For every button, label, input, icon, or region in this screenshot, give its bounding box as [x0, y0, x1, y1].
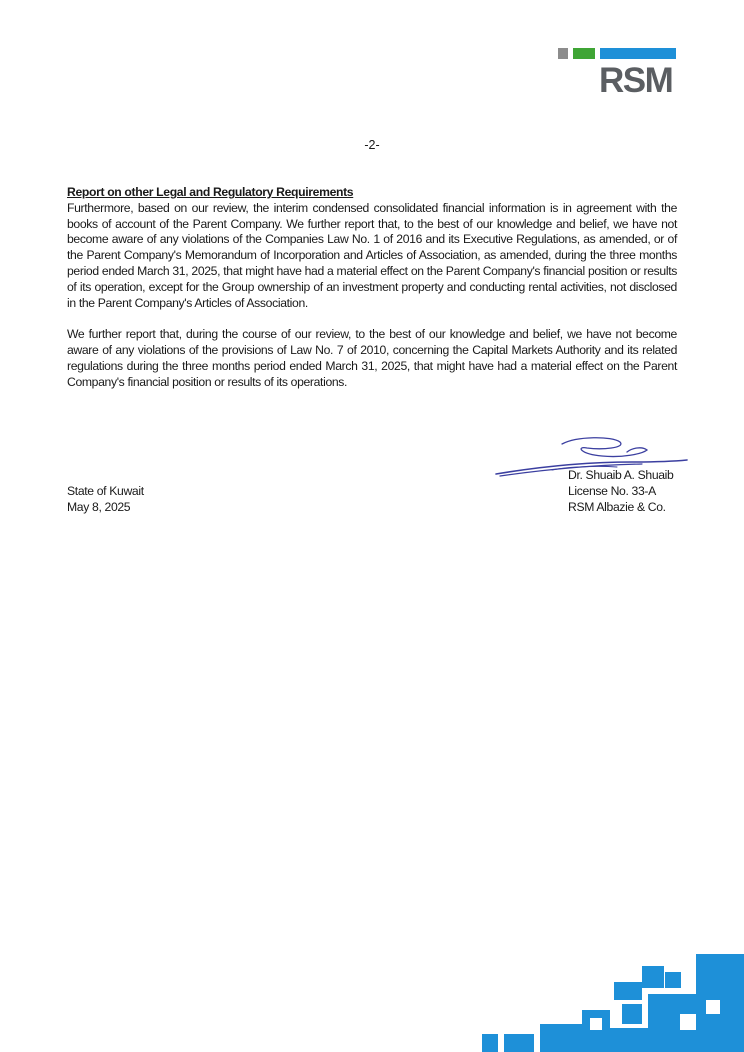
- paragraph-companies-law: Furthermore, based on our review, the interim condensed consolidated financial information is in agreement with the books of account of the Parent Company. We further report that, to the best of our knowledge and belief, we have not become aware of any violations of the Companies Law No. 1 of 2016 and its Executive Regulations, as amended, or of the Parent Company's Memorandum of Incorporation and Articles of Association, as amended, during the three months period ended March 31, 2025, that might have had a material effect on the Parent Company's financial position or results of its operation, except for the Group ownership of an investment property and conducting rental activities, not disclosed in the Parent Company's Articles of Association.: [67, 200, 677, 310]
- signatory-block: [568, 468, 688, 515]
- signatory-license: License No. 33-A: [568, 483, 656, 498]
- page-number: -2-: [364, 138, 380, 152]
- rsm-logo: [558, 48, 676, 100]
- place: State of Kuwait: [67, 484, 144, 498]
- logo-grey-bar: [558, 48, 568, 59]
- paragraph-capital-markets: We further report that, during the course of our review, to the best of our knowledge and belief, we have not become aware of any violations of the provisions of Law No. 7 of 2010, concerning the Capital Markets Authority and its related regulations during the three months period ended March 31, 2025, that might have had a material effect on the Parent Company's financial position or results of its operations.: [67, 327, 677, 389]
- report-section: [67, 185, 677, 390]
- logo-wordmark: RSM: [599, 61, 673, 100]
- corner-pixel-graphic: [470, 948, 744, 1052]
- place-date-block: [67, 484, 267, 516]
- section-heading: Report on other Legal and Regulatory Requirements: [67, 185, 354, 199]
- signatory-firm: RSM Albazie & Co.: [568, 499, 666, 514]
- logo-blue-bar: [600, 48, 676, 59]
- logo-green-bar: [573, 48, 595, 59]
- signatory-name: Dr. Shuaib A. Shuaib: [568, 468, 674, 482]
- report-date: May 8, 2025: [67, 499, 131, 514]
